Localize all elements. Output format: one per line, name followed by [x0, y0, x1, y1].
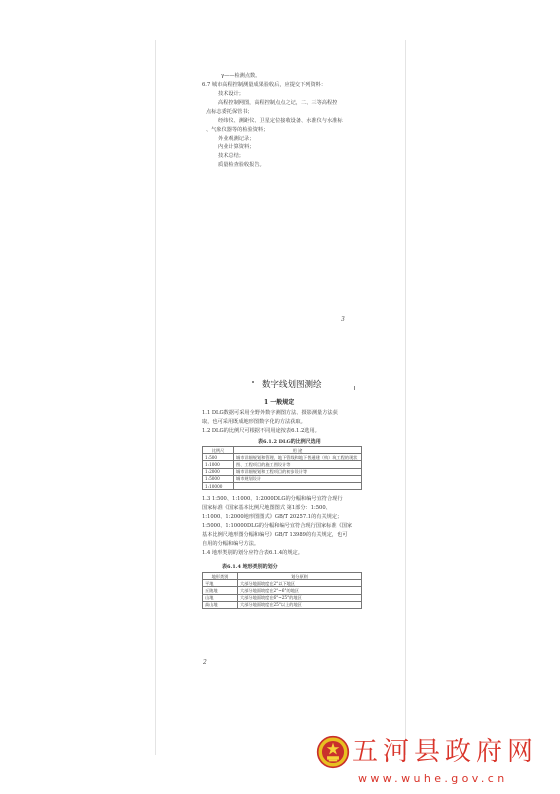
table-cell — [234, 482, 362, 489]
clause-6-1-4: 1.4 地形类别的划分应符合表6.1.4的规定。 — [202, 550, 303, 556]
table-cell: 1:2000 — [203, 468, 234, 475]
table-cell: 图、工程项目的施工图设计等 — [234, 461, 362, 468]
table-row — [203, 468, 362, 475]
text-line: γ——检测点数。 — [221, 73, 261, 79]
clause-6-7: 6.7 城市高程控制测量成果验收后，应提交下列资料： — [202, 82, 327, 88]
table-header: 比例尺 — [203, 447, 234, 454]
text-line: 外业观测记录； — [218, 136, 255, 142]
table-row — [203, 580, 362, 587]
table-cell: 1:5000 — [203, 475, 234, 482]
table-header: 划分原则 — [238, 573, 362, 580]
table-header: 用 途 — [234, 447, 362, 454]
chapter-title: 数字线划图测绘 — [262, 380, 322, 390]
text-line: 国家标准《国家基本比例尺地图图式 第1部分：1:500、 — [202, 505, 331, 511]
table-row — [203, 461, 362, 468]
page-number-bottom: 2 — [203, 659, 207, 666]
table-caption: 表6.1.2 DLG的比例尺选用 — [258, 439, 321, 445]
section-title: 1 一般规定 — [264, 399, 295, 406]
table-row — [203, 475, 362, 482]
text-line: 点标志委托保管书； — [206, 109, 253, 115]
clause-6-1-1: 1.1 DLG数据可采用全野外数字测图方法、摄影测量方法获 — [202, 410, 338, 416]
table-header-row — [203, 573, 362, 580]
table-cell: 丘陵地 — [203, 587, 238, 594]
text-line: 经纬仪、测距仪、卫星定位接收设备、水准仪与水准标 — [218, 118, 343, 124]
text-line: 质量检查验收报告。 — [218, 162, 265, 168]
watermark-site-url: www.wuhe.gov.cn — [358, 772, 508, 785]
text-line: 技术设计； — [218, 91, 244, 97]
table-cell: 城市详细规划和工程项目的初步设计等 — [234, 468, 362, 475]
terrain-class-table — [202, 572, 362, 609]
text-line: 基本比例尺地形图分幅和编号》GB/T 13989的有关规定，也可 — [202, 532, 348, 538]
text-line: 取，也可采用既成地形图数字化的方法获取。 — [202, 419, 306, 425]
table-row — [203, 454, 362, 461]
text-line: 技术总结； — [218, 153, 244, 159]
table-cell: 大部分地面坡度在2°以下地区 — [238, 580, 362, 587]
watermark-site-title: 五河县政府网 — [352, 737, 539, 767]
table-cell: 大部分地面坡度在2°~6°的地区 — [238, 587, 362, 594]
table-cell: 城市规划设计 — [234, 475, 362, 482]
text-line: 自用的分幅和编号方法。 — [202, 541, 260, 547]
scan-speck — [252, 381, 254, 383]
table-cell: 1:1000 — [203, 461, 234, 468]
scan-margin-line-right — [405, 40, 406, 755]
scan-margin-line-left — [155, 40, 156, 755]
text-line: 1:1000、1:2000地形图图式》GB/T 20257.1的有关规定； — [202, 514, 343, 520]
national-emblem-icon — [316, 735, 350, 769]
table-row — [203, 482, 362, 489]
text-line: 、气象仪器等的检验资料； — [206, 127, 269, 133]
clause-6-1-2: 1.2 DLG的比例尺可根据不同用途按表6.1.2选用。 — [202, 428, 320, 434]
table-cell: 平地 — [203, 580, 238, 587]
table-header-row — [203, 447, 362, 454]
table-cell: 山地 — [203, 594, 238, 601]
page-number-top: 3 — [341, 316, 345, 323]
table-cell: 1:10000 — [203, 482, 234, 489]
table-cell: 城市详细规划和管理、地下管线和地下普通建（构）筑工程的现状 — [234, 454, 362, 461]
table-caption: 表6.1.4 地形类别的划分 — [222, 564, 278, 570]
table-cell: 大部分地面坡度在25°以上的地区 — [238, 601, 362, 608]
clause-6-1-3: 1.3 1:500、1:1000、1:2000DLG的分幅和编号宜符合现行 — [202, 496, 343, 502]
table-cell: 大部分地面坡度在6°~25°的地区 — [238, 594, 362, 601]
text-line: 高程控制网图，高程控制点点之记，二、三等高程控 — [218, 100, 338, 106]
scale-selection-table — [202, 446, 362, 490]
table-cell: 高山地 — [203, 601, 238, 608]
table-cell: 1:500 — [203, 454, 234, 461]
text-line: 1:5000、1:10000DLG的分幅和编号宜符合现行国家标准《国家 — [202, 523, 353, 529]
scan-speck — [354, 386, 355, 390]
text-line: 内业计算资料； — [218, 144, 255, 150]
table-row — [203, 587, 362, 594]
table-header: 地形类别 — [203, 573, 238, 580]
table-row — [203, 594, 362, 601]
table-row — [203, 601, 362, 608]
